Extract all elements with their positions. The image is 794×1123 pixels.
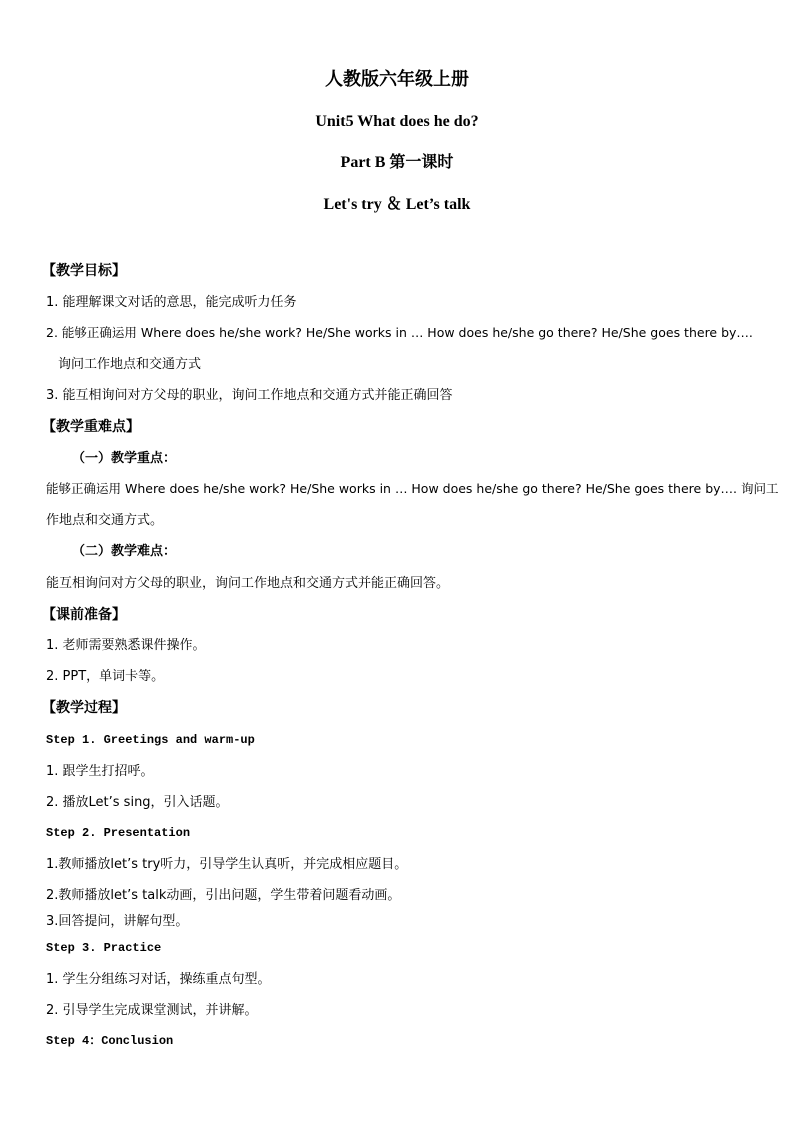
preparation-heading: 【课前准备】 (42, 607, 126, 623)
step1-item-1: 1. 跟学生打招呼。 (46, 764, 154, 779)
key-points-heading: 【教学重难点】 (42, 419, 140, 435)
document-title: 人教版六年级上册 (325, 69, 469, 89)
lesson-title: Let's try ＆ Let’s talk (323, 196, 471, 213)
step4-title: Step 4：Conclusion (46, 1034, 174, 1048)
objective-item-2-continued: 询问工作地点和交通方式 (58, 357, 202, 372)
objective-item-3: 3. 能互相询问对方父母的职业，询问工作地点和交通方式并能正确回答 (46, 388, 453, 403)
process-heading: 【教学过程】 (42, 700, 126, 716)
step1-title: Step 1. Greetings and warm-up (46, 733, 255, 747)
step2-item-2: 2.教师播放let’s talk动画，引出问题，学生带着问题看动画。 (46, 888, 401, 903)
focus-text-line-1: 能够正确运用 Where does he/she work? He/She works in … How does he/she go there? He/She goes there by…. 询问工 (46, 481, 779, 496)
step2-item-1: 1.教师播放let’s try听力，引导学生认真听，并完成相应题目。 (46, 857, 408, 872)
difficulty-text: 能互相询问对方父母的职业，询问工作地点和交通方式并能正确回答。 (46, 576, 450, 591)
unit-title: Unit5 What does he do? (315, 113, 479, 130)
focus-label: （一）教学重点： (72, 451, 177, 466)
objective-item-2: 2. 能够正确运用 Where does he/she work? He/She works in … How does he/she go there? He/She goes there by…. (46, 325, 753, 340)
step3-item-2: 2. 引导学生完成课堂测试，并讲解。 (46, 1003, 258, 1018)
difficulty-label: （二）教学难点： (72, 544, 177, 559)
objectives-heading: 【教学目标】 (42, 263, 126, 279)
preparation-item-1: 1. 老师需要熟悉课件操作。 (46, 638, 206, 653)
step3-title: Step 3. Practice (46, 941, 162, 955)
part-title: Part B 第一课时 (340, 154, 454, 171)
preparation-item-2: 2. PPT，单词卡等。 (46, 669, 165, 684)
step3-item-1: 1. 学生分组练习对话，操练重点句型。 (46, 972, 271, 987)
focus-text-line-2: 作地点和交通方式。 (46, 513, 164, 528)
step1-item-2: 2. 播放Let’s sing，引入话题。 (46, 795, 229, 810)
step2-title: Step 2. Presentation (46, 826, 191, 840)
objective-item-1: 1. 能理解课文对话的意思，能完成听力任务 (46, 295, 297, 310)
step2-item-3: 3.回答提问，讲解句型。 (46, 914, 189, 929)
